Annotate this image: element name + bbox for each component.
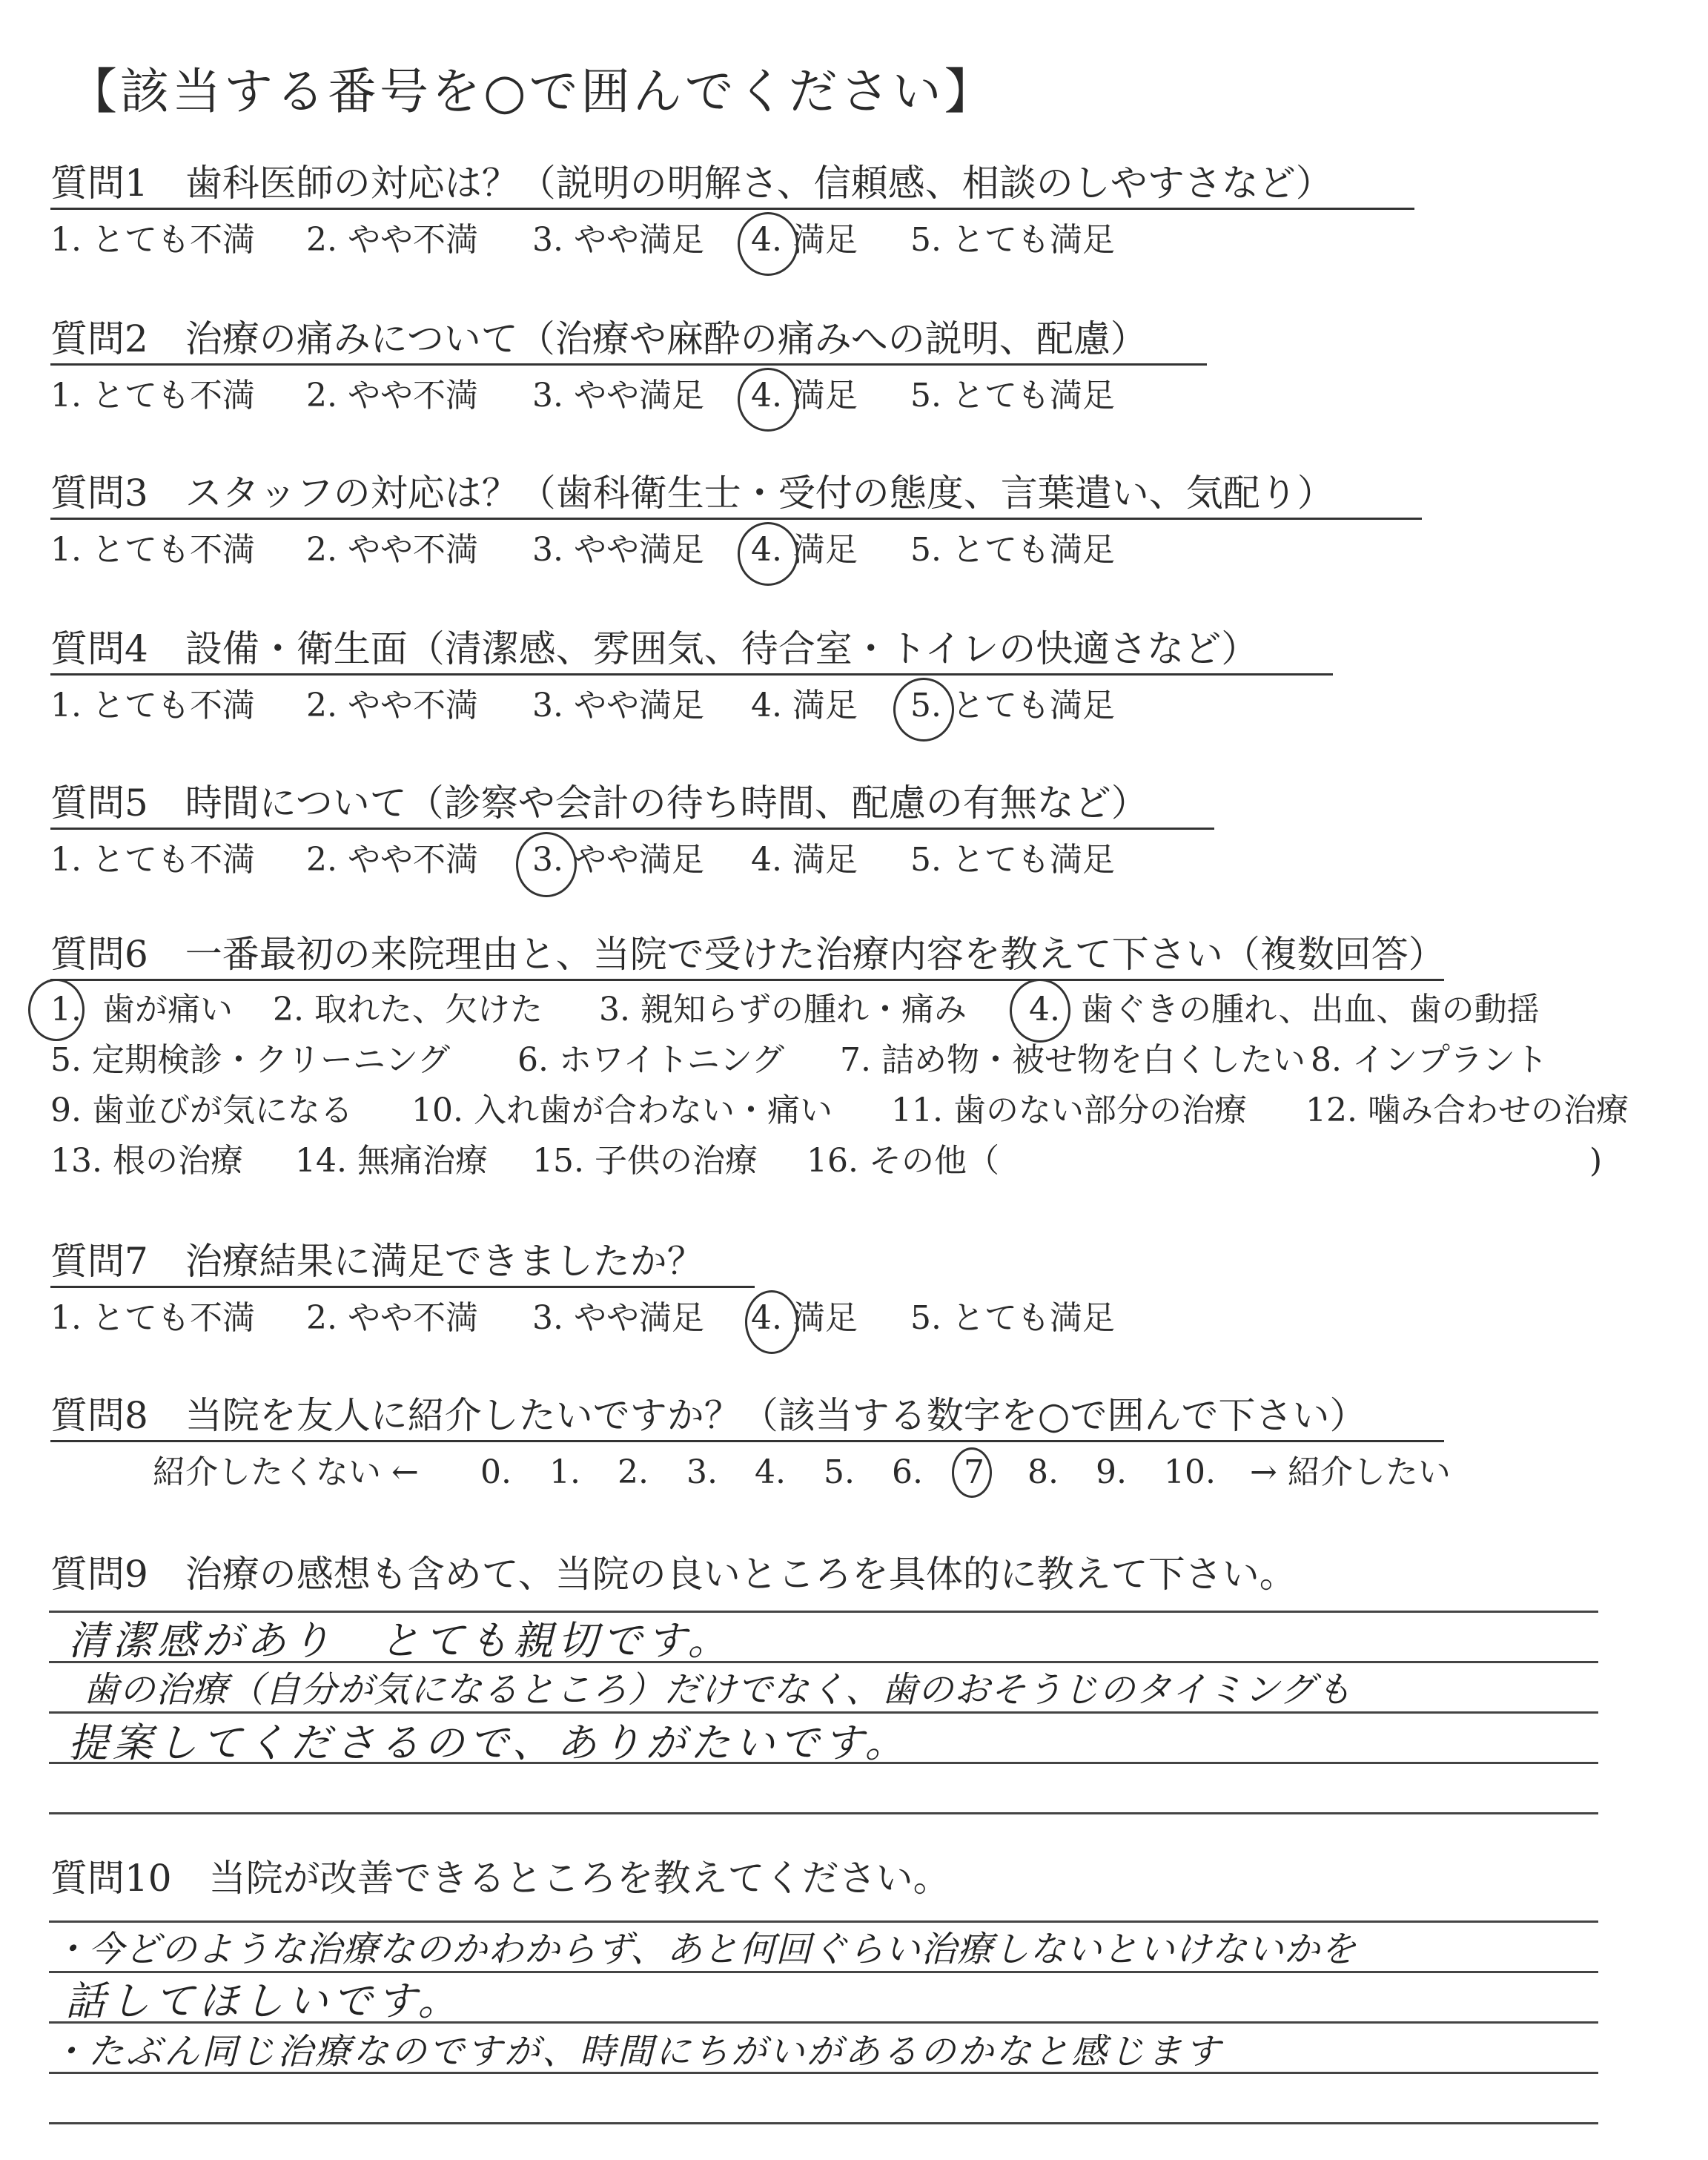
underline bbox=[50, 208, 1414, 210]
option-1[interactable]: 1. とても不満 bbox=[50, 687, 255, 724]
question-7-title: 質問7 治療結果に満足できましたか？ bbox=[50, 1243, 704, 1280]
selection-circle bbox=[738, 368, 798, 432]
reason-7[interactable]: 7. 詰め物・被せ物を白くしたい bbox=[840, 1041, 1305, 1079]
selection-circle bbox=[738, 522, 798, 586]
option-1[interactable]: 1. とても不満 bbox=[50, 841, 255, 879]
reason-4-label: 歯ぐきの腫れ、出血、歯の動揺 bbox=[1081, 991, 1540, 1028]
option-2[interactable]: 2. やや不満 bbox=[306, 531, 478, 569]
reason-1-number[interactable]: 1. bbox=[50, 991, 82, 1028]
reason-9[interactable]: 9. 歯並びが気になる bbox=[50, 1091, 353, 1129]
question-2-title: 質問2 治療の痛みについて（治療や麻酔の痛みへの説明、配慮） bbox=[50, 320, 1148, 357]
reason-2[interactable]: 2. 取れた、欠けた bbox=[273, 991, 543, 1028]
writing-line bbox=[49, 2122, 1598, 2124]
scale-8[interactable]: 8. bbox=[1027, 1453, 1059, 1491]
scale-6[interactable]: 6. bbox=[892, 1453, 923, 1491]
writing-line bbox=[49, 1812, 1598, 1814]
scale-1[interactable]: 1. bbox=[549, 1453, 580, 1491]
option-4[interactable]: 4. 満足 bbox=[751, 221, 858, 259]
reason-6[interactable]: 6. ホワイトニング bbox=[517, 1041, 785, 1079]
reason-3[interactable]: 3. 親知らずの腫れ・痛み bbox=[599, 991, 967, 1028]
scale-10[interactable]: 10. bbox=[1164, 1453, 1216, 1491]
question-3-title: 質問3 スタッフの対応は？（歯科衛生士・受付の態度、言葉遣い、気配り） bbox=[50, 475, 1334, 512]
question-6-title: 質問6 一番最初の来院理由と、当院で受けた治療内容を教えて下さい（複数回答） bbox=[50, 936, 1446, 973]
reason-15[interactable]: 15. 子供の治療 bbox=[532, 1142, 758, 1180]
handwritten-answer-line-1: 清潔感があり とても親切です。 bbox=[68, 1617, 732, 1664]
reason-11[interactable]: 11. 歯のない部分の治療 bbox=[891, 1091, 1247, 1129]
option-5[interactable]: 5. とても満足 bbox=[910, 531, 1115, 569]
scale-0[interactable]: 0. bbox=[480, 1453, 512, 1491]
question-9-title: 質問9 治療の感想も含めて、当院の良いところを具体的に教えて下さい。 bbox=[50, 1553, 1297, 1596]
option-5[interactable]: 5. とても満足 bbox=[910, 841, 1115, 879]
option-5[interactable]: 5. とても満足 bbox=[910, 221, 1115, 259]
handwritten-answer-line-1: ・今どのような治療なのかわからず、あと何回ぐらい治療しないといけないかを bbox=[52, 1929, 1357, 1970]
option-4[interactable]: 4. 満足 bbox=[751, 377, 858, 415]
option-2[interactable]: 2. やや不満 bbox=[306, 377, 478, 415]
option-3[interactable]: 3. やや満足 bbox=[532, 377, 704, 415]
selection-circle bbox=[893, 678, 954, 742]
option-2[interactable]: 2. やや不満 bbox=[306, 687, 478, 724]
reason-8[interactable]: 8. インプラント bbox=[1311, 1041, 1548, 1079]
option-2[interactable]: 2. やや不満 bbox=[306, 1299, 478, 1337]
question-5-title: 質問5 時間について（診察や会計の待ち時間、配慮の有無など） bbox=[50, 785, 1148, 822]
underline bbox=[50, 1286, 755, 1288]
selection-circle bbox=[745, 1290, 798, 1354]
reason-4-number[interactable]: 4. bbox=[1029, 991, 1060, 1028]
question-10-title: 質問10 当院が改善できるところを教えてください。 bbox=[50, 1857, 950, 1900]
selection-circle bbox=[1010, 979, 1070, 1043]
option-4[interactable]: 4. 満足 bbox=[751, 531, 858, 569]
option-5[interactable]: 5. とても満足 bbox=[910, 1299, 1115, 1337]
option-4[interactable]: 4. 満足 bbox=[751, 687, 858, 724]
reason-16[interactable]: 16. その他（ bbox=[807, 1142, 999, 1180]
selection-circle bbox=[28, 979, 85, 1041]
option-4[interactable]: 4. 満足 bbox=[751, 1299, 858, 1337]
underline bbox=[50, 1440, 1444, 1442]
reason-1-label: 歯が痛い bbox=[102, 991, 233, 1028]
selection-circle bbox=[952, 1447, 992, 1498]
option-1[interactable]: 1. とても不満 bbox=[50, 377, 255, 415]
question-8-title: 質問8 当院を友人に紹介したいですか？（該当する数字を○で囲んで下さい） bbox=[50, 1397, 1366, 1434]
option-3[interactable]: 3. やや満足 bbox=[532, 531, 704, 569]
option-2[interactable]: 2. やや不満 bbox=[306, 841, 478, 879]
question-4-title: 質問4 設備・衛生面（清潔感、雰囲気、待合室・トイレの快適さなど） bbox=[50, 630, 1258, 667]
scale-2[interactable]: 2. bbox=[618, 1453, 649, 1491]
underline bbox=[50, 363, 1207, 366]
scale-left-label: 紹介したくない ← bbox=[153, 1453, 419, 1491]
selection-circle bbox=[516, 832, 577, 897]
reason-10[interactable]: 10. 入れ歯が合わない・痛い bbox=[411, 1091, 833, 1129]
underline bbox=[50, 673, 1333, 676]
option-5[interactable]: 5. とても満足 bbox=[910, 687, 1115, 724]
scale-5[interactable]: 5. bbox=[824, 1453, 855, 1491]
option-1[interactable]: 1. とても不満 bbox=[50, 1299, 255, 1337]
option-4[interactable]: 4. 満足 bbox=[751, 841, 858, 879]
handwritten-answer-line-2: 話してほしいです。 bbox=[65, 1978, 463, 2024]
page-heading: 【該当する番号を○で囲んでください】 bbox=[68, 63, 996, 120]
option-3[interactable]: 3. やや満足 bbox=[532, 687, 704, 724]
option-1[interactable]: 1. とても不満 bbox=[50, 221, 255, 259]
reason-5[interactable]: 5. 定期検診・クリーニング bbox=[50, 1041, 451, 1079]
scale-7[interactable]: 7 bbox=[964, 1453, 984, 1491]
underline bbox=[50, 979, 1444, 981]
handwritten-answer-line-2: 歯の治療（自分が気になるところ）だけでなく、歯のおそうじのタイミングも bbox=[83, 1669, 1353, 1711]
option-3[interactable]: 3. やや満足 bbox=[532, 1299, 704, 1337]
handwritten-answer-line-3: ・たぶん同じ治療なのですが、時間にちがいがあるのかなと感じます bbox=[50, 2031, 1223, 2073]
option-3[interactable]: 3. やや満足 bbox=[532, 221, 704, 259]
scale-4[interactable]: 4. bbox=[755, 1453, 786, 1491]
handwritten-answer-line-3: 提案してくださるので、ありがたいです。 bbox=[68, 1720, 910, 1766]
option-1[interactable]: 1. とても不満 bbox=[50, 531, 255, 569]
underline bbox=[50, 828, 1214, 830]
option-3[interactable]: 3. やや満足 bbox=[532, 841, 704, 879]
option-5[interactable]: 5. とても満足 bbox=[910, 377, 1115, 415]
selection-circle bbox=[738, 212, 798, 276]
scale-9[interactable]: 9. bbox=[1096, 1453, 1127, 1491]
scale-3[interactable]: 3. bbox=[686, 1453, 718, 1491]
option-2[interactable]: 2. やや不満 bbox=[306, 221, 478, 259]
question-1-title: 質問1 歯科医師の対応は？（説明の明解さ、信頼感、相談のしやすさなど） bbox=[50, 165, 1333, 202]
underline bbox=[50, 518, 1422, 520]
reason-14[interactable]: 14. 無痛治療 bbox=[295, 1142, 488, 1180]
scale-right-label: → 紹介したい bbox=[1250, 1453, 1451, 1491]
reason-16-close: ) bbox=[1589, 1142, 1603, 1180]
reason-12[interactable]: 12. 噛み合わせの治療 bbox=[1305, 1091, 1629, 1129]
reason-13[interactable]: 13. 根の治療 bbox=[50, 1142, 243, 1180]
